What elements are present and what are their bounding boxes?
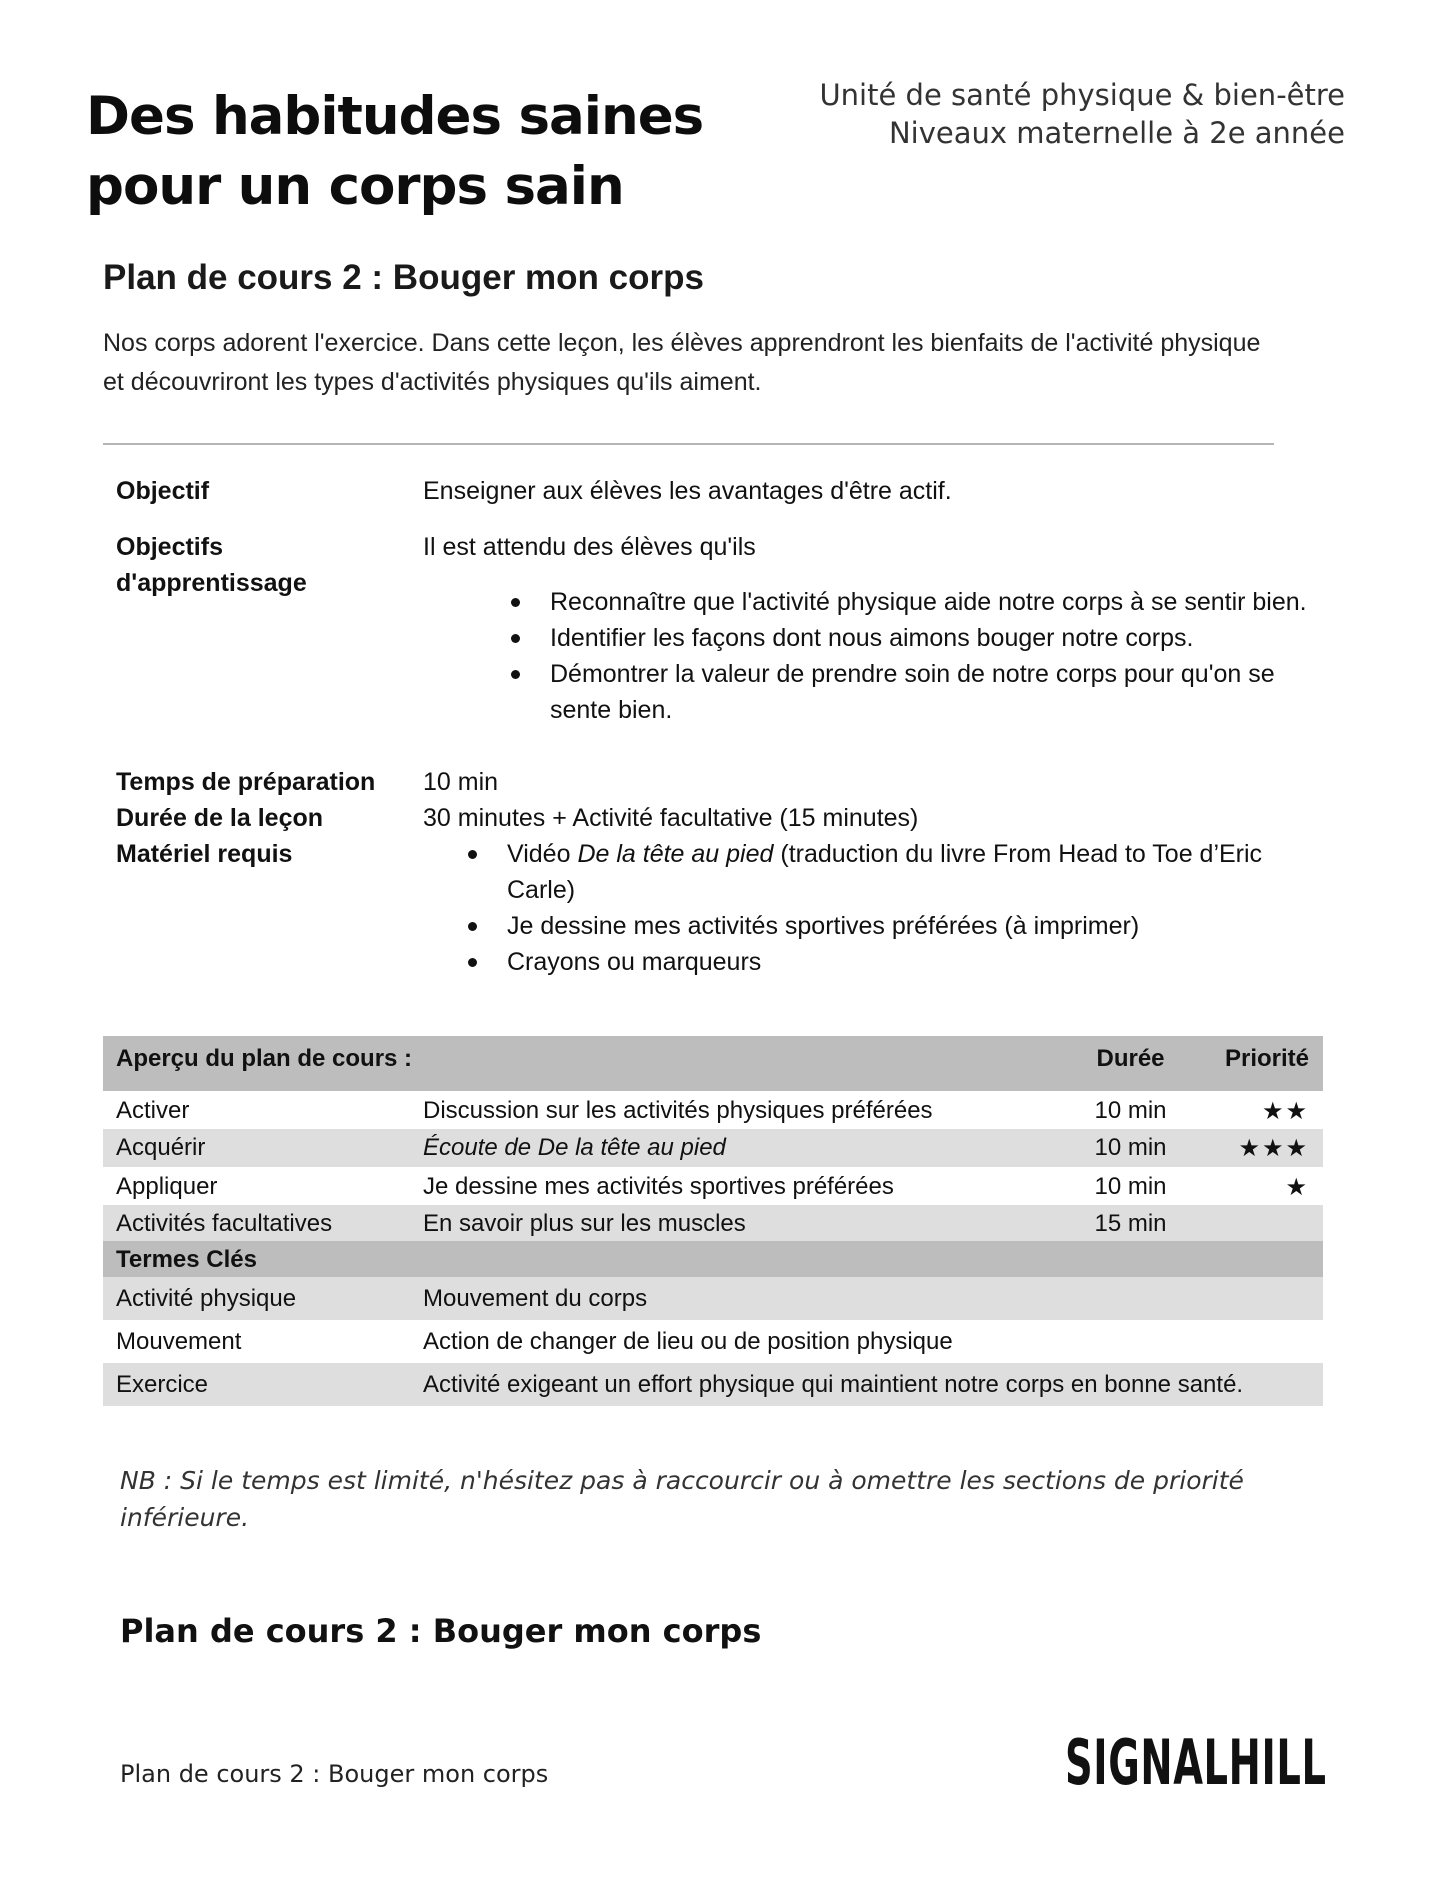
footer-text: Plan de cours 2 : Bouger mon corps: [120, 1760, 549, 1788]
duration-column-header: Durée: [1096, 1045, 1165, 1072]
lesson-intro: Nos corps adorent l'exercice. Dans cette leçon, les élèves apprendront les bienfaits de l'activité physique et découvriront les types d'activités physiques qu'ils aiment.: [103, 329, 1261, 396]
list-item: Identifier les façons dont nous aimons bouger notre corps.: [550, 620, 1310, 656]
priority-stars: ★: [1285, 1174, 1309, 1201]
learning-label-line-1: Objectifs: [116, 533, 223, 561]
step-cell: Appliquer: [116, 1173, 218, 1200]
key-terms-header-row: [103, 1241, 1323, 1277]
definition-cell: Mouvement du corps: [423, 1285, 648, 1312]
term-cell: Mouvement: [116, 1328, 242, 1355]
duration-cell: 10 min: [1094, 1097, 1167, 1124]
objective-value: Enseigner aux élèves les avantages d'être actif.: [423, 477, 952, 505]
material-video-prefix: Vidéo: [507, 840, 578, 868]
lesson-heading: Plan de cours 2 : Bouger mon corps: [103, 258, 704, 297]
lesson-duration-label: Durée de la leçon: [116, 804, 324, 832]
key-terms-header: Termes Clés: [116, 1246, 257, 1273]
priority-note: NB : Si le temps est limité, n'hésitez pas à raccourcir ou à omettre les sections de priorité inférieure.: [120, 1466, 1244, 1532]
table-row: [103, 1363, 1323, 1406]
title-line-2: pour un corps sain: [86, 156, 624, 217]
step-cell: Acquérir: [116, 1134, 206, 1161]
list-item: [507, 836, 1317, 908]
definition-cell: Action de changer de lieu ou de position physique: [423, 1328, 953, 1355]
learning-objectives-list: [550, 584, 1310, 728]
step-cell: Activer: [116, 1097, 190, 1124]
prep-time-value: 10 min: [423, 768, 499, 796]
term-cell: Activité physique: [116, 1285, 297, 1312]
overview-header-label: Aperçu du plan de cours :: [116, 1045, 413, 1072]
table-row: [103, 1167, 1323, 1205]
term-cell: Exercice: [116, 1371, 209, 1398]
priority-column-header: Priorité: [1224, 1045, 1309, 1072]
materials-list: [507, 836, 1317, 980]
lesson-duration-value: 30 minutes + Activité facultative (15 minutes): [423, 804, 919, 832]
table-row: [103, 1320, 1323, 1363]
priority-stars: ★★: [1261, 1098, 1309, 1125]
list-item: Reconnaître que l'activité physique aide notre corps à se sentir bien.: [550, 584, 1310, 620]
definition-cell: Activité exigeant un effort physique qui maintient notre corps en bonne santé.: [423, 1371, 1244, 1398]
material-video-suffix: (traduction du livre From Head to Toe d’Eric Carle): [507, 840, 1263, 904]
priority-stars: ★★★: [1238, 1135, 1309, 1162]
footer-heading: Plan de cours 2 : Bouger mon corps: [120, 1612, 762, 1650]
list-item: Démontrer la valeur de prendre soin de notre corps pour qu'on se sente bien.: [550, 656, 1310, 728]
prep-time-label: Temps de préparation: [116, 768, 376, 796]
section-divider: [103, 443, 1274, 445]
lesson-overview-table: [103, 1036, 1323, 1406]
activity-cell: Je dessine mes activités sportives préférées: [423, 1173, 894, 1200]
title-line-1: Des habitudes saines: [86, 86, 704, 147]
duration-cell: 10 min: [1094, 1173, 1167, 1200]
activity-cell: Écoute de De la tête au pied: [423, 1134, 726, 1161]
list-item: Crayons ou marqueurs: [507, 944, 1317, 980]
learning-intro: Il est attendu des élèves qu'ils: [423, 533, 756, 561]
duration-cell: 15 min: [1094, 1210, 1167, 1237]
activity-cell: En savoir plus sur les muscles: [423, 1210, 746, 1237]
signalhill-logo: SIGNALHILL: [1065, 1726, 1327, 1799]
step-cell: Activités facultatives: [116, 1210, 333, 1237]
unit-name: Unité de santé physique & bien-être: [819, 78, 1345, 112]
learning-label-line-2: d'apprentissage: [116, 569, 307, 597]
table-row: [103, 1129, 1323, 1167]
document-title: [86, 82, 746, 222]
materials-label: Matériel requis: [116, 840, 293, 868]
list-item: Je dessine mes activités sportives préférées (à imprimer): [507, 908, 1317, 944]
table-row: [103, 1277, 1323, 1320]
activity-cell: Discussion sur les activités physiques préférées: [423, 1097, 933, 1124]
objective-label: Objectif: [116, 477, 210, 505]
overview-header-row: [103, 1036, 1323, 1091]
duration-cell: 10 min: [1094, 1134, 1167, 1161]
table-row: [103, 1091, 1323, 1129]
table-row: [103, 1205, 1323, 1241]
learning-objectives-label: [116, 529, 416, 601]
grade-levels: Niveaux maternelle à 2e année: [888, 116, 1345, 150]
video-title: De la tête au pied: [577, 840, 774, 868]
